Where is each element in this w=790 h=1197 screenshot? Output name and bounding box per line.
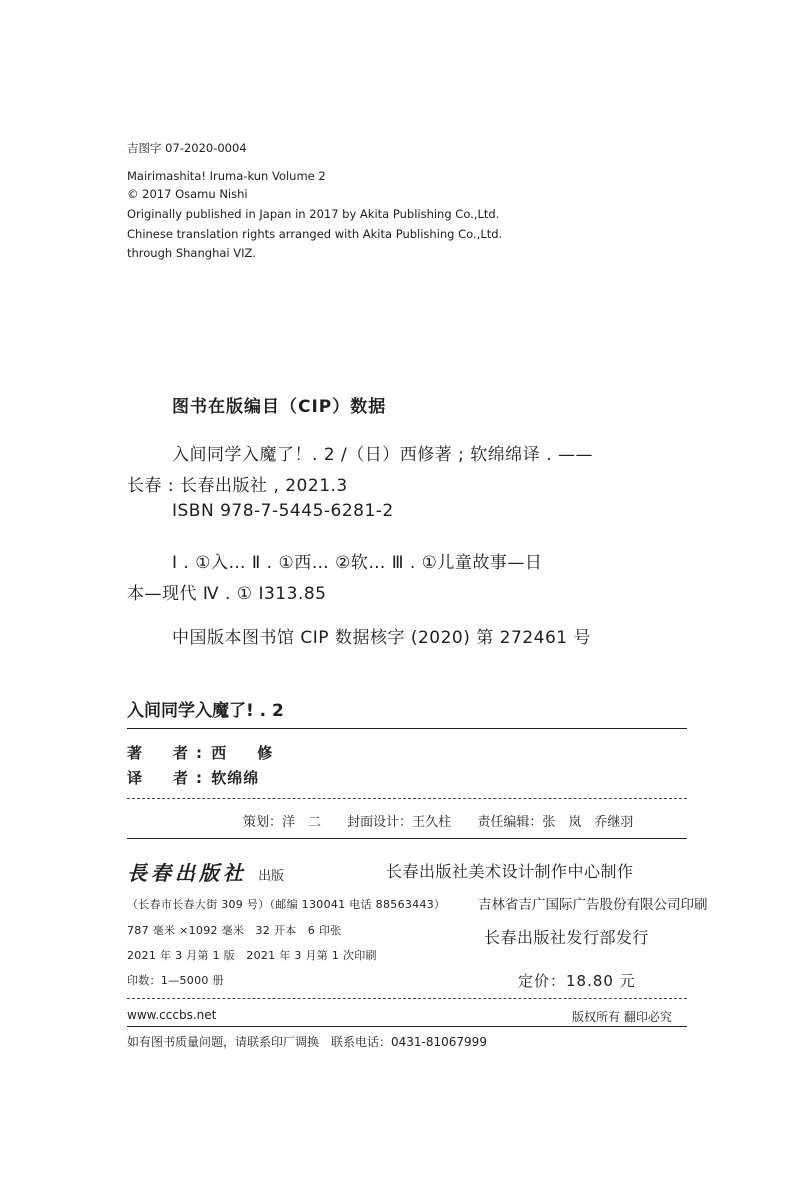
author-row [127, 742, 280, 763]
staff-row [243, 811, 633, 830]
cip-line-4: Ⅰ . ①入… Ⅱ . ①西… ②软… Ⅲ . ①儿童故事—日 [172, 553, 543, 573]
cip-line-1: 入间同学入魔了！. 2 /（日）西修著 ; 软绵绵译 . —— [172, 445, 594, 465]
translator-label: 译 者: [127, 769, 210, 787]
printer: 吉林省吉广国际广告股份有限公司印刷 [478, 897, 708, 913]
distributor: 长春出版社发行部发行 [484, 928, 650, 947]
copyright-line-4: Chinese translation rights arranged with Akita Publishing Co.,Ltd. [127, 227, 503, 241]
cover-design-credit: 封面设计：王久柱 [347, 815, 452, 830]
copyright-line-2: © 2017 Osamu Nishi [127, 187, 248, 201]
book-format: 787 毫米 ×1092 毫米 32 开本 6 印张 [127, 924, 342, 937]
copyright-line-5: through Shanghai VIZ. [127, 246, 257, 260]
cip-line-6: 中国版本图书馆 CIP 数据核字 (2020) 第 272461 号 [172, 628, 591, 648]
publish-label: 出版 [258, 869, 285, 884]
divider-solid-3 [127, 1026, 687, 1027]
production-center: 长春出版社美术设计制作中心制作 [386, 862, 634, 881]
planner-credit: 策划：洋 二 [243, 815, 322, 830]
copyright-line-3: Originally published in Japan in 2017 by Akita Publishing Co.,Ltd. [127, 207, 500, 221]
translator-row [127, 767, 259, 788]
copyright-line-1: Mairimashita! Iruma-kun Volume 2 [127, 169, 326, 183]
publisher-logo: 長春出版社 [127, 861, 247, 885]
quality-contact: 如有图书质量问题，请联系印厂调换 联系电话：0431-81067999 [127, 1035, 487, 1049]
print-run: 印数：1—5000 册 [127, 974, 224, 987]
cip-line-5: 本—现代 Ⅳ . ① I313.85 [127, 584, 327, 604]
editor-credit: 责任编辑：张 岚 乔继羽 [477, 815, 634, 830]
price: 定价：18.80 元 [518, 972, 636, 990]
cip-line-3: ISBN 978-7-5445-6281-2 [172, 501, 394, 521]
rights-notice: 版权所有 翻印必究 [572, 1010, 672, 1024]
divider-solid-2 [127, 838, 687, 839]
divider-solid [127, 728, 687, 729]
author-name: 西 修 [211, 744, 281, 762]
translator-name: 软绵绵 [211, 769, 260, 787]
cip-line-2: 长春 : 长春出版社 , 2021.3 [127, 476, 348, 496]
publisher-address: （长春市长春大街 309 号）（邮编 130041 电话 88563443） [127, 898, 446, 911]
cip-heading: 图书在版编目（CIP）数据 [172, 397, 387, 417]
divider-dashed-2 [127, 998, 687, 999]
registration-number: 吉图字 07-2020-0004 [127, 141, 247, 155]
book-title: 入间同学入魔了! . 2 [127, 701, 284, 721]
author-label: 著 者: [127, 744, 210, 762]
website: www.cccbs.net [127, 1008, 217, 1022]
divider-dashed-1 [127, 798, 687, 799]
edition-info: 2021 年 3 月第 1 版 2021 年 3 月第 1 次印刷 [127, 949, 377, 962]
publisher-line [127, 857, 284, 886]
